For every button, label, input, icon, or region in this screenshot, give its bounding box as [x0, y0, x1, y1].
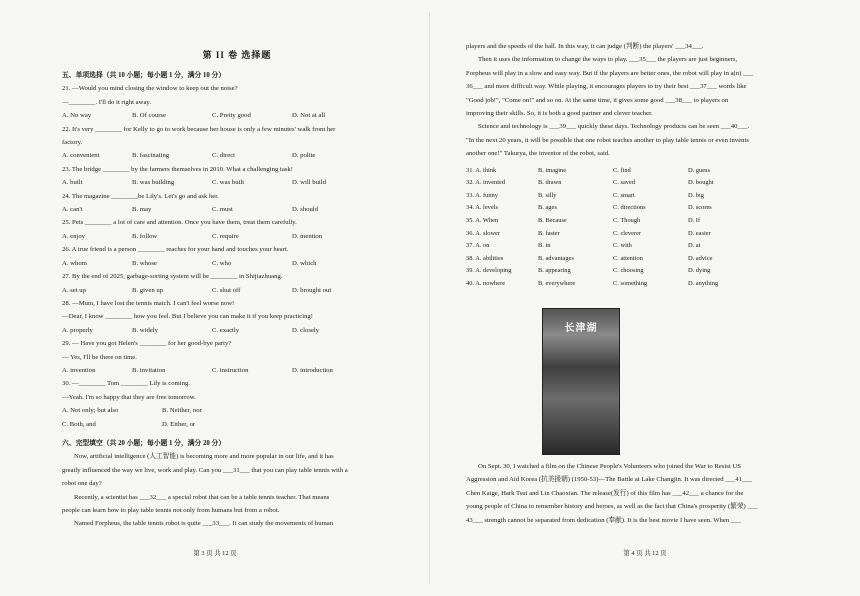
answer-row	[466, 165, 834, 178]
q26-options	[62, 257, 412, 270]
answer-row	[466, 228, 834, 241]
answer-row	[466, 215, 834, 228]
option: D. anything	[688, 280, 719, 287]
option: C. saved	[613, 179, 636, 187]
section-5-heading: 五、单项选择（共 10 小题；每小题 1 分，满分 10 分）	[62, 72, 226, 79]
option: D. which	[292, 259, 317, 267]
q30-stem-2: —Yeah. I'm so happy that they are free tomorrow.	[62, 393, 196, 401]
answer-row	[466, 278, 834, 291]
q27-stem: 27. By the end of 2025, garbage-sorting system will be ________ in Shijiazhuang.	[62, 273, 283, 281]
option: A. built	[62, 179, 83, 187]
option: C. find	[613, 166, 631, 174]
passage-line: "In the next 20 years, it will be possible that one robot teaches another to play table tennis or even invents	[466, 136, 749, 144]
option: D. easier	[688, 229, 711, 237]
option: A. enjoy	[62, 232, 86, 240]
option: C. direct	[212, 152, 236, 160]
film-poster-title: 长津湖	[564, 323, 598, 334]
option: 39. A. developing	[466, 267, 512, 275]
passage-line: Named Forpheus, the table tennis robot is quite ___33___. It can study the movements of human	[74, 520, 334, 528]
option: D. brought out	[292, 286, 332, 294]
q30-stem: 30. —________ Tom ________ Lily is coming.	[62, 380, 190, 388]
q28-stem: 28. —Mum, I have lost the tennis match. I can't feel worse now!	[62, 299, 235, 307]
film-passage	[466, 460, 834, 527]
option: B. was building	[132, 179, 175, 187]
q28-stem-2: —Dear, I know ________ how you feel. But I believe you can make it if you keep practicing!	[62, 313, 313, 321]
option: B. widely	[132, 326, 159, 334]
option: B. ages	[538, 204, 557, 212]
option: B. drawn	[538, 179, 562, 187]
option: C. smart	[613, 191, 635, 199]
option: B. invitation	[132, 366, 166, 374]
passage-line: "Good job!", "Come on!" and so on. At the same time, it gives some good ___38___ to players on	[466, 96, 729, 104]
option: A. set up	[62, 286, 86, 294]
section-6-heading: 六、完型填空（共 20 小题；每小题 1 分，满分 20 分）	[62, 439, 226, 447]
option: 34. A. levels	[466, 204, 498, 212]
option: A. No way	[62, 112, 92, 120]
option: B. silly	[538, 191, 557, 199]
option: A. convenient	[62, 152, 100, 160]
option: D. If	[688, 217, 701, 225]
q25-stem: 25. Pets ________ a lot of care and attention. Once you have them, treat them carefully.	[62, 219, 297, 227]
passage-line: Forpheus will play in a slow and easy way. But if the players are better ones, the robot will play in a(n) ___	[466, 69, 754, 77]
option: B. imagine	[538, 166, 567, 174]
option: B. Neither, nor	[162, 407, 202, 415]
option: C. who	[212, 259, 232, 267]
q27-options	[62, 284, 412, 297]
option: A. invention	[62, 366, 96, 374]
q29-stem-2: — Yes, I'll be there on time.	[62, 353, 137, 361]
option: C. Though	[613, 217, 641, 225]
option: 36. A. slower	[466, 229, 501, 237]
option: 40. A. nowhere	[466, 280, 506, 287]
q24-stem: 24. The magazine ________be Lily's. Let's go and ask her.	[62, 192, 219, 200]
passage-line: Science and technology is ___39___ quickly these days. Technology products can be seen ___40___.	[478, 123, 750, 131]
option: B. Because	[538, 217, 567, 225]
passage-line: Now, artificial intelligence (人工智能) is becoming more and more popular in our life, and it has	[74, 453, 334, 461]
passage-line: Chen Kaige, Hark Tsui and Lin Chaoxian. The release(发行) of this film has ___42___ a chance for the	[466, 489, 744, 497]
option: B. given up	[132, 286, 164, 294]
option: C. cleverer	[613, 229, 642, 237]
q26-stem: 26. A true friend is a person ________ reaches for your hand and touches your heart.	[62, 246, 289, 254]
option: B. appearing	[538, 267, 571, 275]
option: 35. A. When	[466, 217, 499, 225]
option: C. with	[613, 242, 632, 250]
option: B. advantages	[538, 254, 574, 262]
option: D. bought	[688, 179, 714, 187]
passage-line: people can learn how to play table tennis not only from humans but from a robot.	[62, 507, 280, 514]
option: A. Not only; but also	[62, 407, 119, 415]
q29-options	[62, 364, 412, 377]
option: B. in	[538, 242, 551, 250]
option: C. shut off	[212, 286, 241, 294]
option: D. Either, or	[162, 420, 196, 428]
q21-options	[62, 109, 412, 122]
option: A. can't	[62, 206, 83, 214]
option: B. fascinating	[132, 152, 170, 160]
q24-options	[62, 203, 412, 216]
page-number: 第 3 页 共 12 页	[193, 550, 237, 557]
q21-stem: 21. —Would you mind closing the window to keep out the noise?	[62, 85, 238, 93]
option: D. guess	[688, 166, 711, 174]
option: 31. A. think	[466, 166, 497, 174]
option: D. should	[292, 206, 319, 214]
section-title: 第 II 卷 选择题	[202, 50, 272, 60]
option: D. advice	[688, 254, 713, 262]
q22-stem: 22. It's very ________ for Kelly to go to work because her house is only a few minutes' walk from her	[62, 125, 336, 133]
q30-options-1	[62, 404, 412, 417]
option: B. faster	[538, 229, 560, 237]
option: D. Not at all	[292, 112, 326, 120]
page-number: 第 4 页 共 12 页	[623, 550, 667, 557]
option: D. big	[688, 191, 704, 199]
option: B. whose	[132, 259, 157, 267]
film-poster-image	[542, 308, 620, 455]
answer-row	[466, 240, 834, 253]
option: D. dying	[688, 267, 711, 275]
option: D. mention	[292, 232, 323, 240]
option: A. properly	[62, 326, 93, 334]
option: B. Of course	[132, 112, 166, 120]
option: C. exactly	[212, 326, 240, 334]
option: D. closely	[292, 326, 320, 334]
right-page	[430, 0, 860, 596]
passage-line: players and the speeds of the ball. In this way, it can judge (判断) the players' ___34___.	[466, 43, 704, 50]
option: C. must	[212, 206, 233, 214]
q29-stem: 29. — Have you got Helen's ________ for her good-bye party?	[62, 340, 232, 348]
option: B. follow	[132, 232, 158, 240]
passage-line: improving their skills. So, it is both a good partner and clever teacher.	[466, 110, 653, 118]
option: 33. A. funny	[466, 191, 498, 199]
option: 32. A. invented	[466, 179, 506, 187]
q23-options	[62, 176, 412, 189]
passage-line: another one!" Takurya, the inventor of the robot, said.	[466, 150, 610, 158]
q25-options	[62, 230, 412, 243]
option: B. everywhere	[538, 280, 576, 287]
answer-row	[466, 177, 834, 190]
option: D. will build	[292, 179, 326, 187]
q22-stem-2: factory.	[62, 139, 83, 147]
q28-options	[62, 324, 412, 337]
option: C. Both, and	[62, 420, 96, 428]
q23-stem: 23. The bridge ________ by the farmers themselves in 2010. What a challenging task!	[62, 165, 293, 173]
q30-options-2	[62, 418, 412, 431]
answer-row	[466, 190, 834, 203]
option: B. may	[132, 206, 152, 214]
passage-line: On Sept. 30, I watched a film on the Chinese People's Volunteers who joined the War to Resist US	[478, 463, 741, 470]
answer-row	[466, 253, 834, 266]
option: C. something	[613, 280, 648, 287]
option: 37. A. on	[466, 242, 490, 250]
option: C. Pretty good	[212, 112, 251, 120]
passage-line: Aggression and Aid Korea (抗美援朝) (1950-53)—The Battle at Lake Changjin. It was directed ___41___	[466, 476, 753, 484]
passage-line: 43___ strength cannot be separated from dedication (奉献). It is the best movie I have seen. When ___	[466, 516, 741, 524]
option: C. directions	[613, 204, 646, 212]
option: C. attention	[613, 254, 643, 262]
answer-row	[466, 265, 834, 278]
option: C. instruction	[212, 366, 249, 374]
option: C. choosing	[613, 267, 644, 275]
option: C. was built	[212, 179, 245, 187]
passage-line: young people of China to remember history and heroes, as well as the fact that China's prosperity (繁荣) ___	[466, 503, 758, 511]
answer-row	[466, 202, 834, 215]
option: C. require	[212, 232, 239, 240]
passage-line: Then it uses the information to change the ways to play. ___35___ the players are just beginners,	[478, 56, 738, 64]
q21-stem-2: —________. I'll do it right away.	[62, 98, 151, 106]
option: D. polite	[292, 152, 316, 160]
passage-line: robot one day?	[62, 480, 102, 488]
option: A. whom	[62, 259, 87, 267]
option: D. introduction	[292, 366, 333, 374]
option: D. scores	[688, 204, 712, 212]
option: 38. A. abilities	[466, 254, 504, 262]
q22-options	[62, 149, 412, 162]
passage-line: Recently, a scientist has ___32___ a special robot that can be a table tennis teacher. That means	[74, 493, 330, 501]
passage-line: 36___ and more difficult way. While playing, it encourages players to try their best ___37___ words like	[466, 83, 747, 91]
option: D. at	[688, 242, 701, 250]
passage-line: greatly influenced the way we live, work and play. Can you ___31___ that you can play table tennis with a	[62, 466, 348, 474]
